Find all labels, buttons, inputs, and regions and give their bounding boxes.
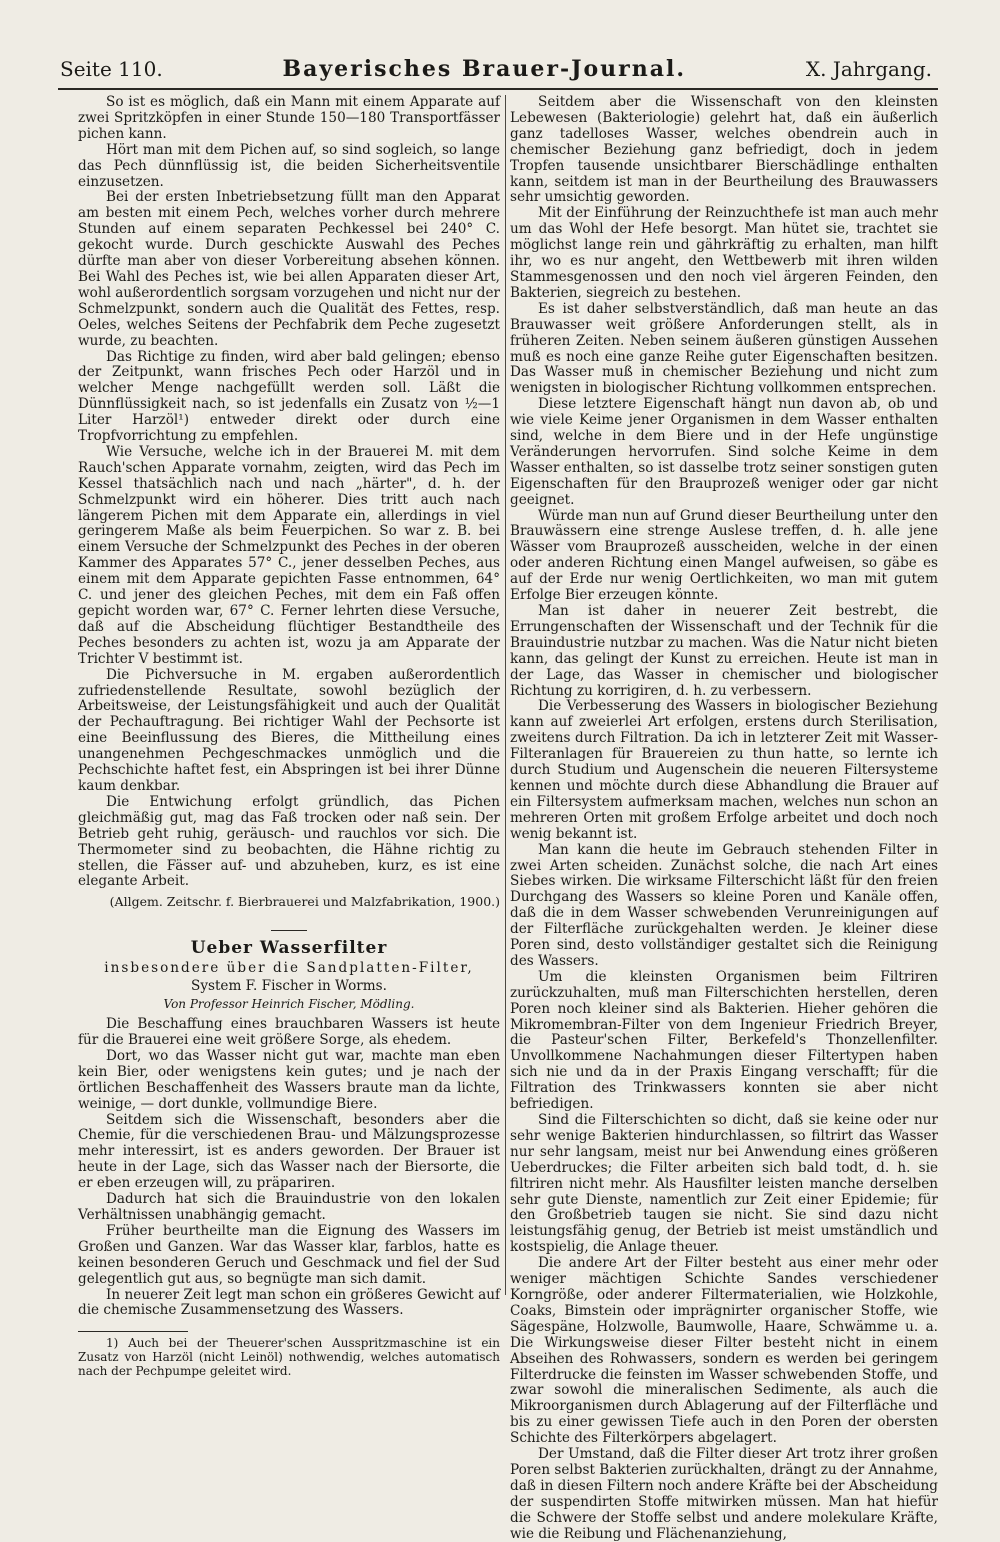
footnote-rule [78, 1331, 188, 1332]
paragraph: Diese letztere Eigenschaft hängt nun davon ab, ob und wie viele Keime jener Organismen in dem Wasser enthalten sind, welche in dem Biere und in der Hefe ungünstige Veränderungen hervorrufen. Sind solche Keime in dem Wasser enthalten, so ist dasselbe trotz seiner sonstigen guten Eigenschaften für den Brauprozeß weniger oder gar nicht geeignet. [510, 396, 938, 508]
paragraph: Die Pichversuche in M. ergaben außerordentlich zufriedenstellende Resultate, sowohl bezüglich der Arbeitsweise, der Leistungsfähigkeit und auch der Qualität der Pechauftragung. Bei richtiger Wahl der Pechsorte ist eine Beeinflussung des Bieres, die Mittheilung eines unangenehmen Pechgeschmackes unmöglich und die Pechschichte haftet fest, ein Abspringen ist bei ihrer Dünne kaum denkbar. [78, 666, 500, 794]
article-heading [78, 930, 500, 1013]
paragraph: Bei der ersten Inbetriebsetzung füllt man den Apparat am besten mit einem Pech, welches vorher durch mehrere Stunden auf einem separaten Pechkessel bei 240° C. gekocht wurde. Durch geschickte Auswahl des Peches dürfte man aber von dieser Vorbereitung absehen können. Bei Wahl des Peches ist, wie bei allen Apparaten dieser Art, wohl außerordentlich sorgsam vorzugehen und nicht nur der Schmelzpunkt, sondern auch die Qualität des Fettes, resp. Oeles, welches Seitens der Pechfabrik dem Peche zugesetzt wurde, zu beachten. [78, 189, 500, 349]
header-rule [58, 88, 938, 90]
paragraph: So ist es möglich, daß ein Mann mit einem Apparate auf zwei Spritzköpfen in einer Stunde 150—180 Transportfässer pichen kann. [78, 94, 500, 142]
page-header [60, 56, 932, 86]
paragraph: Die Beschaffung eines brauchbaren Wassers ist heute für die Brauerei eine weit größere Sorge, als ehedem. [78, 1016, 500, 1049]
paragraph: Seitdem aber die Wissenschaft von den kleinsten Lebewesen (Bakteriologie) gelehrt hat, daß ein äußerlich ganz tadelloses Wasser, welches obendrein auch in chemischer Beziehung ganz befriedigt, doch in jedem Tropfen tausende unsichtbarer Bierschädlinge enthalten kann, seitdem ist man in der Beurtheilung des Brauwassers sehr umsichtig geworden. [510, 94, 938, 206]
paragraph: Die Verbesserung des Wassers in biologischer Beziehung kann auf zweierlei Art erfolgen, erstens durch Sterilisation, zweitens durch Filtration. Da ich in letzterer Zeit mit Wasser-Filteranlagen für Brauereien zu thun hatte, so lernte ich durch Studium und Augenschein die neueren Filtersysteme kennen und möchte durch diese Abhandlung die Brauer auf ein Filtersystem aufmerksam machen, welches nun schon an mehreren Orten mit großem Erfolge arbeitet und doch noch wenig bekannt ist. [510, 698, 938, 842]
right-column [510, 94, 938, 1542]
paragraph: Dort, wo das Wasser nicht gut war, machte man eben kein Bier, oder wenigstens kein gutes; und je nach der örtlichen Beschaffenheit des Wassers braute man da lichte, weinige, — dort dunkle, vollmundige Biere. [78, 1047, 500, 1112]
paragraph: Die Entwichung erfolgt gründlich, das Pichen gleichmäßig gut, mag das Faß trocken oder naß sein. Der Betrieb geht ruhig, geräusch- und rauchlos vor sich. Die Thermometer sind zu beobachten, die Hähne richtig zu stellen, die Fässer auf- und abzuheben, kurz, es ist eine elegante Arbeit. [78, 793, 500, 890]
column-divider [505, 95, 506, 1295]
paragraph: Dadurch hat sich die Brauindustrie von den lokalen Verhältnissen unabhängig gemacht. [78, 1191, 500, 1223]
paragraph: Sind die Filterschichten so dicht, daß sie keine oder nur sehr wenige Bakterien hindurchlassen, so filtrirt das Wasser nur sehr langsam, meist nur bei Anwendung eines größeren Ueberdruckes; die Filter arbeiten sich bald todt, d. h. sie filtriren nicht mehr. Als Hausfilter leisten manche derselben sehr gute Dienste, namentlich zur Zeit einer Epidemie; für den Großbetrieb taugen sie nicht. Sie sind dazu nicht leistungsfähig genug, der Betrieb ist meist umständlich und kostspielig, die Anlage theuer. [510, 1112, 938, 1256]
footnote: 1) Auch bei der Theuerer'schen Ausspritzmaschine ist ein Zusatz von Harzöl (nicht Leinöl) nothwendig, welches automatisch nach der Pechpumpe geleitet wird. [78, 1336, 500, 1379]
paragraph: Mit der Einführung der Reinzuchthefe ist man auch mehr um das Wohl der Hefe besorgt. Man hütet sie, trachtet sie möglichst lange rein und gährkräftig zu erhalten, man hilft ihr, wo es nur angeht, den Wettbewerb mit ihren wilden Stammesgenossen und den noch viel ärgeren Feinden, den Bakterien, siegreich zu bestehen. [510, 205, 938, 301]
paragraph: Man kann die heute im Gebrauch stehenden Filter in zwei Arten scheiden. Zunächst solche, die nach Art eines Siebes wirken. Die wirksame Filterschicht läßt für den freien Durchgang des Wassers so kleine Poren und Kanäle offen, daß die in dem Wasser schwebenden Verunreinigungen auf der Filterfläche zurückgehalten werden. Je kleiner diese Poren sind, desto vollständiger gestaltet sich die Reinigung des Wassers. [510, 841, 938, 969]
paragraph: Wie Versuche, welche ich in der Brauerei M. mit dem Rauch'schen Apparate vornahm, zeigten, wird das Pech im Kessel thatsächlich nach und nach „härter", d. h. der Schmelzpunkt wird ein höherer. Dies tritt auch nach längerem Pichen mit dem Apparate ein, allerdings in viel geringerem Maße als beim Feuerpichen. So war z. B. bei einem Versuche der Schmelzpunkt des Peches in der oberen Kammer des Apparates 57° C., jener desselben Peches, aus einem mit dem Apparate gepichten Fasse entnommen, 64° C. und jener des gleichen Peches, mit dem ein Faß offen gepicht worden war, 67° C. Ferner lehrten diese Versuche, daß auf die Abscheidung flüchtiger Bestandtheile des Peches besonders zu achten ist, wozu ja am Apparate der Trichter V bestimmt ist. [78, 443, 500, 667]
paragraph: Früher beurtheilte man die Eignung des Wassers im Großen und Ganzen. War das Wasser klar, farblos, hatte es keinen besonderen Geruch und Geschmack und fiel der Sud gelegentlich gut aus, so begnügte man sich damit. [78, 1222, 500, 1287]
article-author: Von Professor Heinrich Fischer, Mödling. [163, 997, 415, 1012]
article-title: Ueber Wasserfilter [190, 938, 388, 959]
paragraph: Seitdem sich die Wissenschaft, besonders aber die Chemie, für die verschiedenen Brau- und Mälzungsprozesse mehr interessirt, ist es anders geworden. Der Brauer ist heute in der Lage, sich das Wasser nach der Biersorte, die er eben erzeugen will, zu präpariren. [78, 1111, 500, 1192]
separator-rule [271, 930, 307, 931]
paragraph: Würde man nun auf Grund dieser Beurtheilung unter den Brauwässern eine strenge Auslese treffen, d. h. alle jene Wässer vom Brauprozeß ausscheiden, welche in der einen oder anderen Richtung einen Mangel aufweisen, so gäbe es auf der Erde nur wenig Oertlichkeiten, wo man mit gutem Erfolge Bier erzeugen könnte. [510, 507, 938, 604]
paragraph: Das Richtige zu finden, wird aber bald gelingen; ebenso der Zeitpunkt, wann frisches Pech oder Harzöl und in welcher Menge nachgefüllt werden soll. Läßt die Dünnflüssigkeit nach, so ist jedenfalls ein Zusatz von ½—1 Liter Harzöl¹) entweder direkt oder durch eine Tropfvorrichtung zu empfehlen. [78, 348, 500, 445]
source-citation: (Allgem. Zeitschr. f. Bierbrauerei und Malzfabrikation, 1900.) [109, 894, 500, 910]
volume-label: X. Jahrgang. [805, 57, 932, 81]
journal-title: Bayerisches Brauer-Journal. [282, 56, 687, 82]
paragraph: Hört man mit dem Pichen auf, so sind sogleich, so lange das Pech dünnflüssig ist, die beiden Sicherheitsventile einzusetzen. [78, 141, 500, 190]
paragraph: In neuerer Zeit legt man schon ein größeres Gewicht auf die chemische Zusammensetzung des Wassers. [78, 1286, 500, 1319]
paragraph: Die andere Art der Filter besteht aus einer mehr oder weniger mächtigen Schichte Sandes verschiedener Korngröße, oder anderer Filtermaterialien, wie Holzkohle, Coaks, Bimstein oder imprägnirter organischer Stoffe, wie Sägespäne, Holzwolle, Baumwolle, Haare, Schwämme u. a. Die Wirkungsweise dieser Filter besteht nicht in einem Abseihen des Rohwassers, sondern es werden bei geringem Filterdrucke die feinsten im Wasser schwebenden Stoffe, und zwar sowohl die mineralischen Sedimente, als auch die Mikroorganismen durch Ablagerung auf der Filterfläche und bis zu einer gewissen Tiefe auch in den Poren der obersten Schichte des Filterkörpers abgelagert. [510, 1255, 938, 1447]
left-column [78, 94, 500, 1379]
paragraph: Es ist daher selbstverständlich, daß man heute an das Brauwasser weit größere Anforderungen stellt, als in früheren Zeiten. Neben seinem äußeren günstigen Aussehen muß es noch eine ganze Reihe guter Eigenschaften besitzen. Das Wasser muß in chemischer Beziehung und nicht zum wenigsten in biologischer Richtung vollkommen entsprechen. [510, 300, 938, 397]
article-subtitle-system: System F. Fischer in Worms. [191, 978, 387, 995]
article-subtitle: insbesondere über die Sandplatten-Filter, [104, 960, 474, 977]
paragraph: Um die kleinsten Organismen beim Filtriren zurückzuhalten, muß man Filterschichten herstellen, deren Poren noch kleiner sind als Bakterien. Hieher gehören die Mikromembran-Filter von dem Ingenieur Friedrich Breyer, die Pasteur'schen Filter, Berkefeld's Thonzellenfilter. Unvollkommene Nachahmungen dieser Filtertypen haben sich nie und da in der Praxis Eingang verschafft; für die Filtration des Trinkwassers konnten sie aber nicht befriedigen. [510, 968, 938, 1113]
page-number: Seite 110. [60, 57, 163, 81]
paragraph: Der Umstand, daß die Filter dieser Art trotz ihrer großen Poren selbst Bakterien zurückhalten, drängt zu der Annahme, daß in diesen Filtern noch andere Kräfte bei der Abscheidung der suspendirten Stoffe mitwirken müssen. Man hat hiefür die Schwere der Stoffe selbst und andere molekulare Kräfte, wie die Reibung und Flächenanziehung, [510, 1446, 938, 1542]
paragraph: Man ist daher in neuerer Zeit bestrebt, die Errungenschaften der Wissenschaft und der Technik für die Brauindustrie nutzbar zu machen. Was die Natur nicht bieten kann, das gelingt der Kunst zu erreichen. Heute ist man in der Lage, das Wasser in chemischer und biologischer Richtung zu korrigiren, d. h. zu verbessern. [510, 603, 938, 699]
